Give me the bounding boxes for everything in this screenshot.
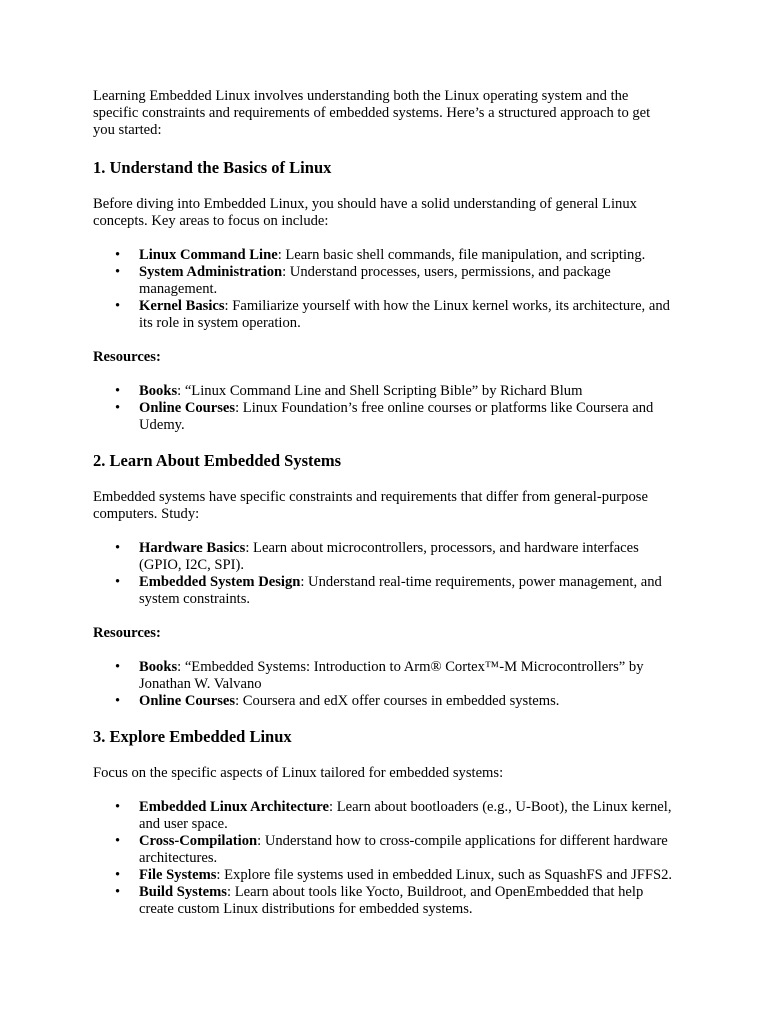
list-item — [115, 540, 675, 574]
list-item — [115, 867, 675, 884]
list-item — [115, 247, 675, 264]
section-heading: 1. Understand the Basics of Linux — [93, 158, 332, 177]
item-term: Cross-Compilation — [139, 833, 258, 849]
item-term: Embedded Linux Architecture — [139, 799, 330, 815]
item-text: : Understand how to cross-compile applications for different hardware architectures. — [139, 833, 668, 866]
bullet-icon: • — [115, 400, 121, 416]
item-text: : Coursera and edX offer courses in embedded systems. — [235, 693, 560, 709]
bullet-icon: • — [115, 540, 121, 556]
item-term: Online Courses — [139, 400, 236, 416]
item-text: : Learn about microcontrollers, processors, and hardware interfaces (GPIO, I2C, SPI). — [139, 540, 639, 573]
item-text: : Learn about bootloaders (e.g., U-Boot), the Linux kernel, and user space. — [139, 799, 672, 832]
list-item — [115, 659, 675, 693]
bullet-icon: • — [115, 264, 121, 280]
bullet-icon: • — [115, 693, 121, 709]
section-paragraph: Focus on the specific aspects of Linux tailored for embedded systems: — [93, 765, 504, 781]
resources-label: Resources: — [93, 625, 161, 641]
section-paragraph: Before diving into Embedded Linux, you should have a solid understanding of general Linux concepts. Key areas to focus on include: — [93, 196, 637, 229]
item-text: : Learn about tools like Yocto, Buildroot, and OpenEmbedded that help create custom Linux distributions for embedded systems. — [139, 884, 644, 917]
list-item — [115, 400, 675, 434]
item-text: : Familiarize yourself with how the Linux kernel works, its architecture, and its role in system operation. — [139, 298, 670, 331]
item-term: Kernel Basics — [139, 298, 225, 314]
bullet-icon: • — [115, 833, 121, 849]
section-paragraph: Embedded systems have specific constraints and requirements that differ from general-purpose computers. Study: — [93, 489, 648, 522]
item-term: Build Systems — [139, 884, 227, 900]
list-item — [115, 264, 675, 298]
item-text: : Linux Foundation’s free online courses or platforms like Coursera and Udemy. — [139, 400, 654, 433]
item-text: : “Linux Command Line and Shell Scripting Bible” by Richard Blum — [177, 383, 583, 399]
bullet-icon: • — [115, 799, 121, 815]
item-term: System Administration — [139, 264, 283, 280]
list-item — [115, 298, 675, 332]
intro-paragraph: Learning Embedded Linux involves understanding both the Linux operating system and the specific constraints and requirements of embedded systems. Here’s a structured approach to get you started: — [93, 88, 651, 138]
resources-label: Resources: — [93, 349, 161, 365]
list-item — [115, 833, 675, 867]
list-item — [115, 574, 675, 608]
list-item — [115, 693, 675, 710]
section-heading: 3. Explore Embedded Linux — [93, 727, 292, 746]
item-text: : Understand real-time requirements, power management, and system constraints. — [139, 574, 662, 607]
item-term: Linux Command Line — [139, 247, 278, 263]
item-text: : “Embedded Systems: Introduction to Arm® Cortex™-M Microcontrollers” by Jonathan W. Valvano — [139, 659, 644, 692]
item-text: : Explore file systems used in embedded Linux, such as SquashFS and JFFS2. — [216, 867, 673, 883]
item-term: Hardware Basics — [139, 540, 246, 556]
item-term: Online Courses — [139, 693, 236, 709]
resource-list — [93, 659, 675, 710]
bullet-icon: • — [115, 383, 121, 399]
bullet-icon: • — [115, 298, 121, 314]
resource-list — [93, 383, 675, 434]
item-term: Books — [139, 383, 178, 399]
topic-list — [93, 799, 675, 918]
list-item — [115, 799, 675, 833]
bullet-icon: • — [115, 574, 121, 590]
item-term: File Systems — [139, 867, 217, 883]
bullet-icon: • — [115, 659, 121, 675]
list-item — [115, 383, 675, 400]
item-term: Books — [139, 659, 178, 675]
bullet-icon: • — [115, 867, 121, 883]
topic-list — [93, 247, 675, 332]
item-term: Embedded System Design — [139, 574, 301, 590]
list-item — [115, 884, 675, 918]
bullet-icon: • — [115, 884, 121, 900]
bullet-icon: • — [115, 247, 121, 263]
topic-list — [93, 540, 675, 608]
section-heading: 2. Learn About Embedded Systems — [93, 451, 341, 470]
item-text: : Understand processes, users, permissions, and package management. — [139, 264, 611, 297]
item-text: : Learn basic shell commands, file manipulation, and scripting. — [277, 247, 646, 263]
